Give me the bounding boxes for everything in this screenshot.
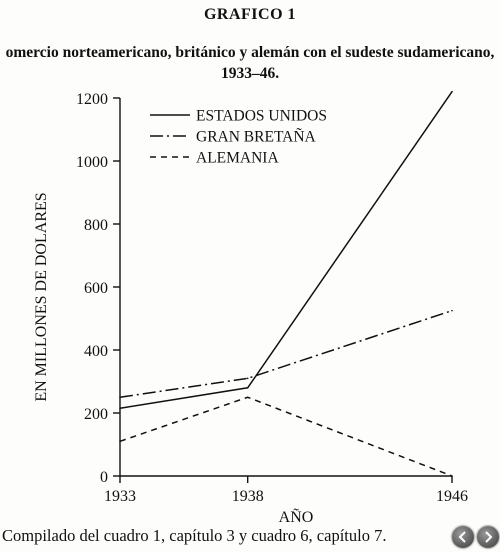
next-icon: [481, 530, 495, 544]
x-axis-label: AÑO: [278, 509, 314, 526]
data-point: [119, 441, 121, 443]
chart-legend: [150, 108, 327, 167]
previous-icon: [456, 530, 470, 544]
data-point: [247, 387, 249, 389]
data-point: [119, 396, 121, 398]
y-tick-label: 800: [84, 217, 108, 234]
data-point: [247, 378, 249, 380]
y-tick-label: 0: [100, 469, 108, 486]
y-tick-label: 400: [84, 343, 108, 360]
next-button[interactable]: [477, 526, 499, 548]
x-tick-label: 1933: [104, 488, 136, 505]
chart-series: [119, 91, 453, 477]
data-point: [247, 396, 249, 398]
y-tick-label: 200: [84, 406, 108, 423]
x-tick-label: 1946: [436, 488, 468, 505]
legend-label-1: ESTADOS UNIDOS: [196, 107, 327, 125]
chart-title-line-2: 1933–46.: [220, 65, 280, 82]
data-point: [451, 475, 453, 477]
data-point: [119, 407, 121, 409]
y-tick-label: 600: [84, 280, 108, 297]
y-tick-label: 1200: [76, 91, 108, 108]
data-point: [451, 91, 453, 93]
legend-label-3: ALEMANIA: [196, 149, 279, 167]
chart-title-line-1: omercio norteamericano, británico y alemán con el sudeste sudamericano,: [5, 44, 495, 61]
source-note: Compilado del cuadro 1, capítulo 3 y cuadro 6, capítulo 7.: [2, 526, 387, 545]
series-line-2: [120, 311, 452, 398]
previous-button[interactable]: [452, 526, 474, 548]
series-line-3: [120, 397, 452, 476]
y-tick-label: 1000: [76, 154, 108, 171]
legend-label-2: GRAN BRETAÑA: [196, 128, 316, 146]
data-point: [451, 310, 453, 312]
figure-heading: GRAFICO 1: [203, 6, 297, 23]
x-tick-label: 1938: [231, 488, 264, 505]
y-axis-label: EN MILLONES DE DOLARES: [33, 192, 50, 402]
